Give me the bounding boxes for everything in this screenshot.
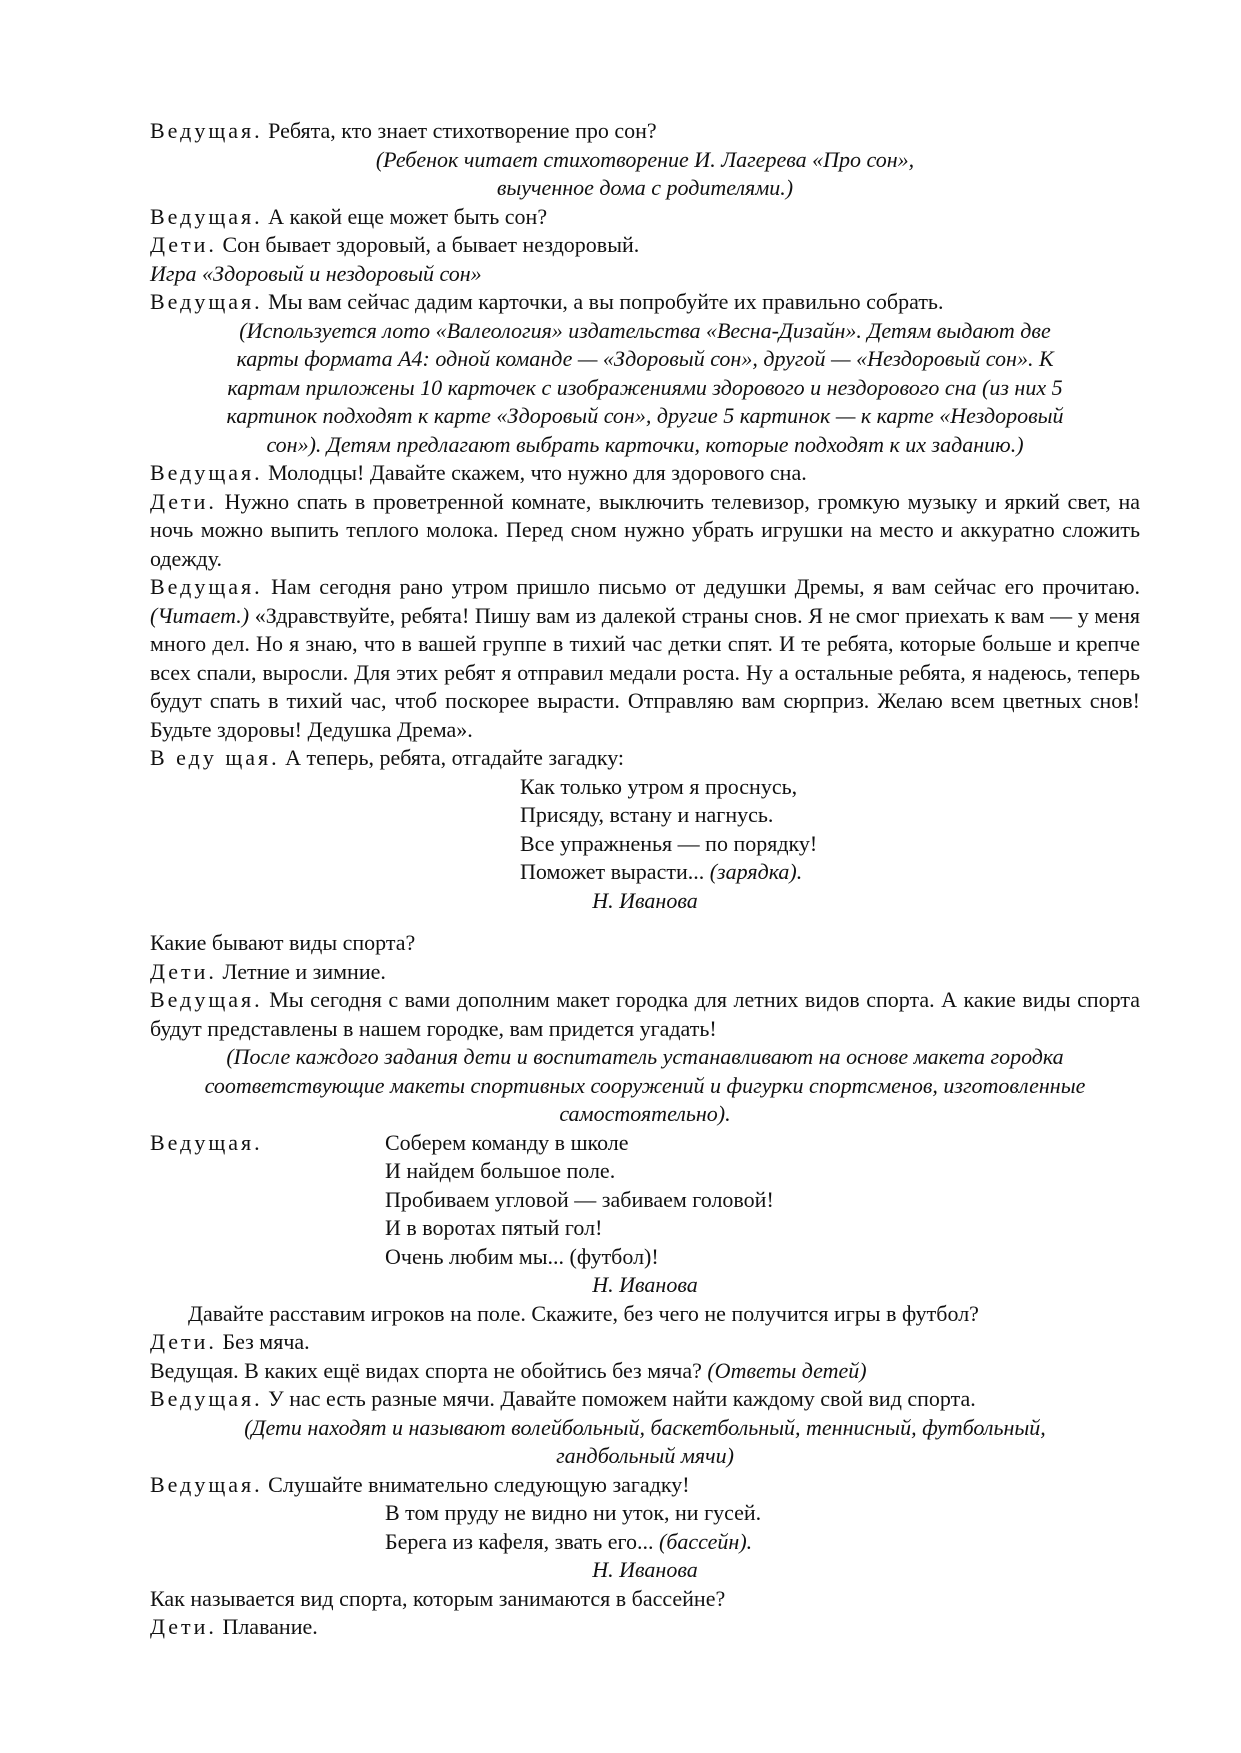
poem-line: Очень любим мы... (футбол)! [385,1243,659,1269]
speaker-label: Дети. [150,488,217,514]
poem-author: Н. Иванова [592,1272,698,1297]
paragraph [150,1613,1140,1642]
speaker-label: Ведущая. [150,118,263,143]
paragraph [150,203,1140,232]
poem-text: Берега из кафеля, звать его... [385,1528,660,1554]
paragraph-text: Без мяча. [216,1329,310,1354]
stage-direction: сон»). Детям предлагают выбрать карточки, которые подходят к их заданию.) [266,431,1024,457]
paragraph-text: Слушайте внимательно следующую загадку! [262,1471,690,1497]
paragraph-text: Плавание. [216,1614,318,1639]
stage-direction: соответствующие макеты спортивных сооружений и фигурки спортсменов, изготовленные [204,1072,1086,1098]
stage-direction: (Используется лото «Валеология» издательства «Весна-Дизайн». Детям выдают две [239,317,1051,343]
paragraph-text: Сон бывает здоровый, а бывает нездоровый. [216,232,640,257]
speaker-label: Дети. [150,1614,217,1639]
speaker-label: Ведущая. [150,203,263,229]
paragraph-text: Нам сегодня рано утром пришло письмо от дедушки Дремы, я вам сейчас его прочитаю. [262,574,1140,599]
paragraph [150,1385,1140,1414]
stage-direction: гандбольный мячи) [556,1443,734,1468]
poem-line: В том пруду не видно ни уток, ни гусей. [385,1500,762,1525]
speaker-label: Ведущая. [150,289,263,314]
paragraph [150,958,1140,987]
poem-line [520,858,1140,887]
paragraph [150,1357,1140,1386]
stage-direction: (Ребенок читает стихотворение И. Лагерева «Про сон», [375,146,915,172]
inline-stage: (Читает.) [150,602,250,628]
paragraph-text: Молодцы! Давайте скажем, что нужно для здорового сна. [262,460,807,485]
paragraph: Как называется вид спорта, которым занимаются в бассейне? [150,1585,726,1611]
speaker-label: Ведущая. [150,574,263,599]
speaker-label: Дети. [150,958,217,984]
paragraph-text: Мы сегодня с вами дополним макет городка для летних видов спорта. А какие виды спорта будут представлены в нашем городке, вам придется угадать! [150,987,1140,1041]
speaker-label: Ведущая. [150,1386,263,1411]
poem-text: Поможет вырасти... [520,859,710,884]
riddle-answer: (бассейн). [659,1528,753,1554]
paragraph-text: «Здравствуйте, ребята! Пишу вам из далекой страны снов. Я не смог приехать к вам — у меня много дел. Но я знаю, что в вашей группе в тихий час детки спят. И те ребята, которые больше и крепче всех спали, выросли. Для этих ребят я отправил медали роста. Ну а остальные ребята, я надеюсь, теперь будут спать в тихий час, чтоб поскорее вырасти. Отправляю вам сюрприз. Желаю всем цветных снов! Будьте здоровы! Дедушка Дрема». [150,602,1140,742]
stage-direction: карты формата А4: одной команде — «Здоровый сон», другой — «Нездоровый сон». К [236,346,1054,371]
document-body [150,117,1140,1642]
paragraph-text: У нас есть разные мячи. Давайте поможем найти каждому свой вид спорта. [262,1386,976,1411]
paragraph: Какие бывают виды спорта? [150,930,416,955]
poem-line: Пробиваем угловой — забиваем головой! [385,1186,774,1212]
riddle-answer: (зарядка). [709,859,803,884]
spacer [150,915,1140,929]
speaker-label: Дети. [150,232,217,257]
paragraph [150,488,1140,574]
paragraph [150,288,1140,317]
speaker-label: Дети. [150,1329,217,1354]
poem-author: Н. Иванова [592,887,698,913]
paragraph [150,744,1140,773]
speaker-label: В еду щая. [150,745,280,770]
stage-direction: самостоятельно). [559,1101,731,1126]
poem-author: Н. Иванова [592,1557,698,1582]
inline-stage: (Ответы детей) [707,1357,867,1383]
paragraph [150,573,1140,744]
speaker-label: Ведущая. [150,1129,263,1155]
paragraph-text: Нужно спать в проветренной комнате, выключить телевизор, громкую музыку и яркий свет, на ночь можно выпить теплого молока. Перед сном нужно убрать игрушки на место и аккуратно сложить одежду. [150,488,1140,571]
poem-line [385,1528,1140,1557]
paragraph-text: Летние и зимние. [216,958,386,984]
paragraph [150,117,1140,146]
stage-direction: картам приложены 10 карточек с изображениями здорового и нездорового сна (из них 5 [227,374,1063,400]
riddle-block [150,1129,1140,1158]
stage-direction: (Дети находят и называют волейбольный, баскетбольный, теннисный, футбольный, [244,1414,1046,1440]
paragraph-text: Ребята, кто знает стихотворение про сон? [262,118,657,143]
game-title: Игра «Здоровый и нездоровый сон» [150,260,482,286]
stage-direction: картинок подходят к карте «Здоровый сон», другие 5 картинок — к карте «Нездоровый [226,403,1064,428]
paragraph [150,231,1140,260]
paragraph-text: Мы вам сейчас дадим карточки, а вы попробуйте их правильно собрать. [262,289,944,314]
paragraph: Давайте расставим игроков на поле. Скажите, без чего не получится игры в футбол? [188,1300,979,1326]
speaker-label: Ведущая. [150,1471,263,1497]
paragraph-text: А теперь, ребята, отгадайте загадку: [279,745,625,770]
paragraph [150,459,1140,488]
poem-line: Присяду, встану и нагнусь. [520,802,774,827]
poem-line: Как только утром я проснусь, [520,773,798,799]
paragraph-text: А какой еще может быть сон? [262,203,548,229]
poem-line: Соберем команду в школе [385,1129,629,1155]
speaker-label: Ведущая. [150,460,263,485]
paragraph [150,1328,1140,1357]
paragraph [150,1471,1140,1500]
speaker-label: Ведущая. [150,987,263,1012]
poem-line: Все упражненья — по порядку! [520,830,818,856]
paragraph-text: Ведущая. В каких ещё видах спорта не обойтись без мяча? [150,1357,708,1383]
stage-direction: (После каждого задания дети и воспитатель устанавливают на основе макета городка [226,1044,1064,1069]
poem-line: И в воротах пятый гол! [385,1215,603,1240]
poem-line: И найдем большое поле. [385,1158,616,1183]
stage-direction: выученное дома с родителями.) [496,175,794,200]
paragraph [150,986,1140,1043]
